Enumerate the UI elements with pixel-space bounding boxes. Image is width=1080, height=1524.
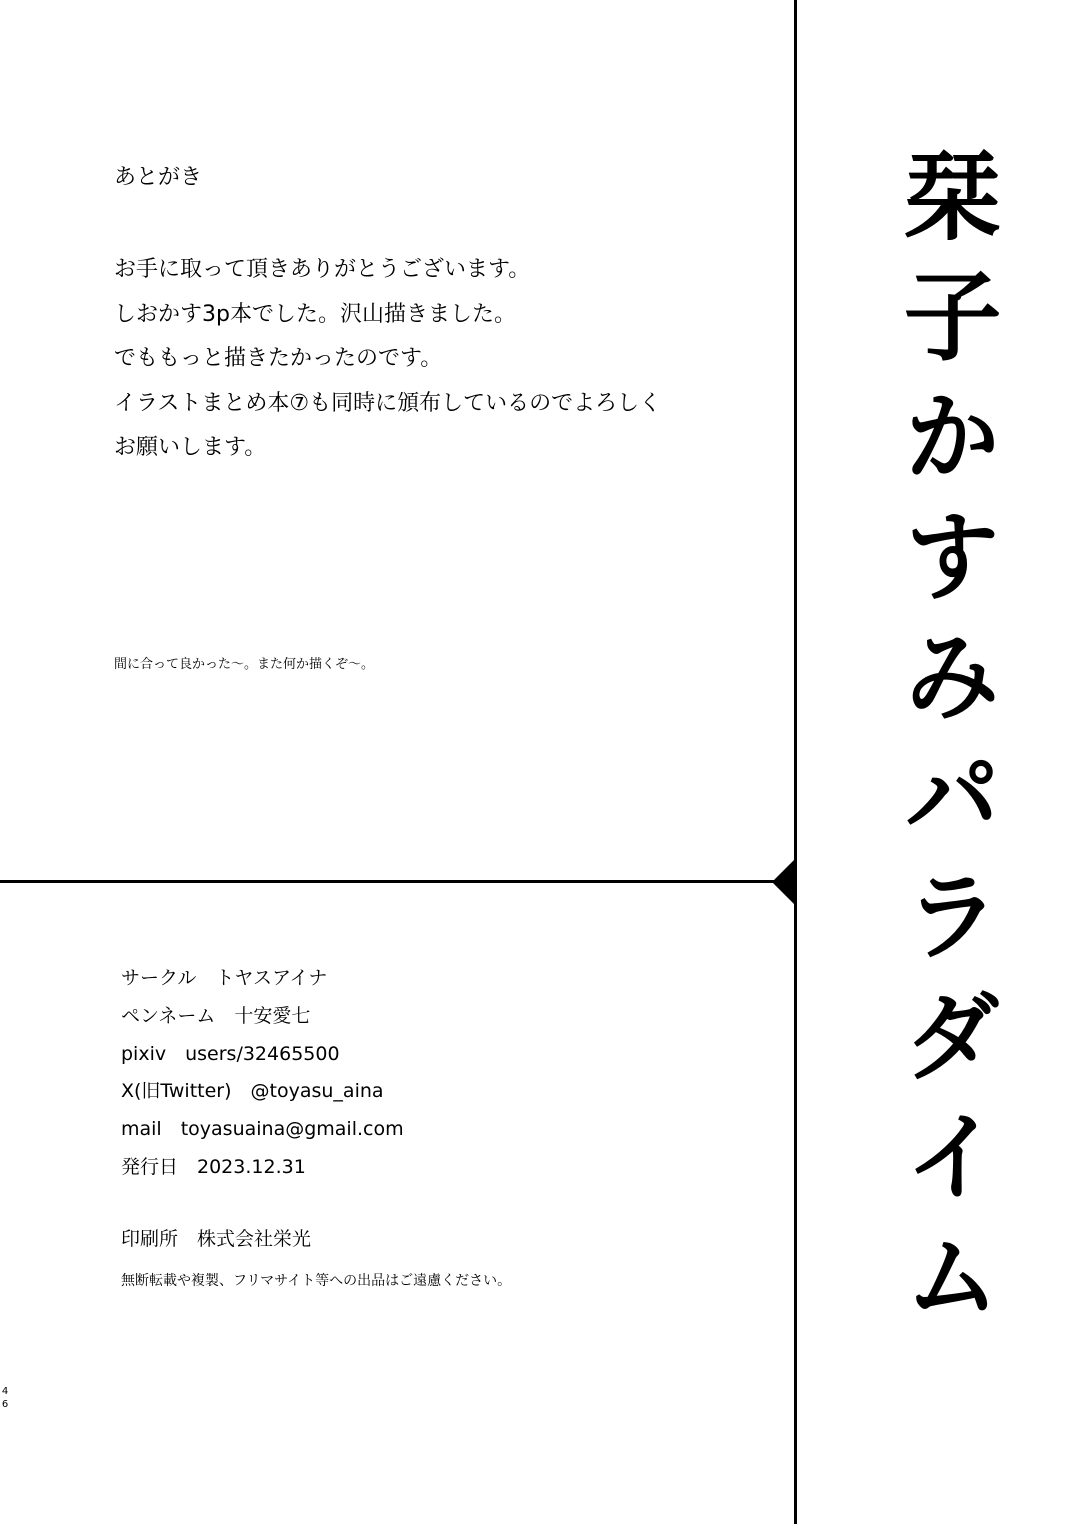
colophon <box>121 960 404 1187</box>
afterword-body <box>114 248 661 471</box>
afterword-note: 間に合って良かった～。また何か描くぞ～。 <box>114 657 375 672</box>
colophon-twitter: X(旧Twitter) @toyasu_aina <box>121 1080 384 1103</box>
colophon-mail: mail toyasuaina@gmail.com <box>121 1118 404 1141</box>
copyright-notice: 無断転載や複製、フリマサイト等への出品はご遠慮ください。 <box>121 1273 512 1289</box>
afterword-line: お手に取って頂きありがとうございます。 <box>114 257 531 282</box>
colophon-pixiv: pixiv users/32465500 <box>121 1042 340 1065</box>
colophon-date: 発行日 2023.12.31 <box>121 1155 306 1178</box>
afterword-line: しおかす3p本でした。沢山描きました。 <box>114 301 516 327</box>
horizontal-divider <box>0 880 795 883</box>
afterword-line: でももっと描きたかったのです。 <box>114 346 443 371</box>
afterword-line: お願いします。 <box>114 435 267 460</box>
triangle-marker-icon <box>772 858 796 906</box>
book-title: 栞子かすみパラダイム <box>887 145 1002 1345</box>
afterword-line: イラストまとめ本⑦も同時に頒布しているのでよろしく <box>114 390 662 416</box>
colophon-printer: 印刷所 株式会社栄光 <box>121 1228 312 1250</box>
vertical-divider <box>794 0 797 1524</box>
page-number: 4 6 <box>1 1386 9 1410</box>
colophon-circle: サークル トヤスアイナ <box>121 967 328 989</box>
afterword-heading: あとがき <box>114 165 203 190</box>
colophon-penname: ペンネーム 十安愛七 <box>121 1004 311 1027</box>
